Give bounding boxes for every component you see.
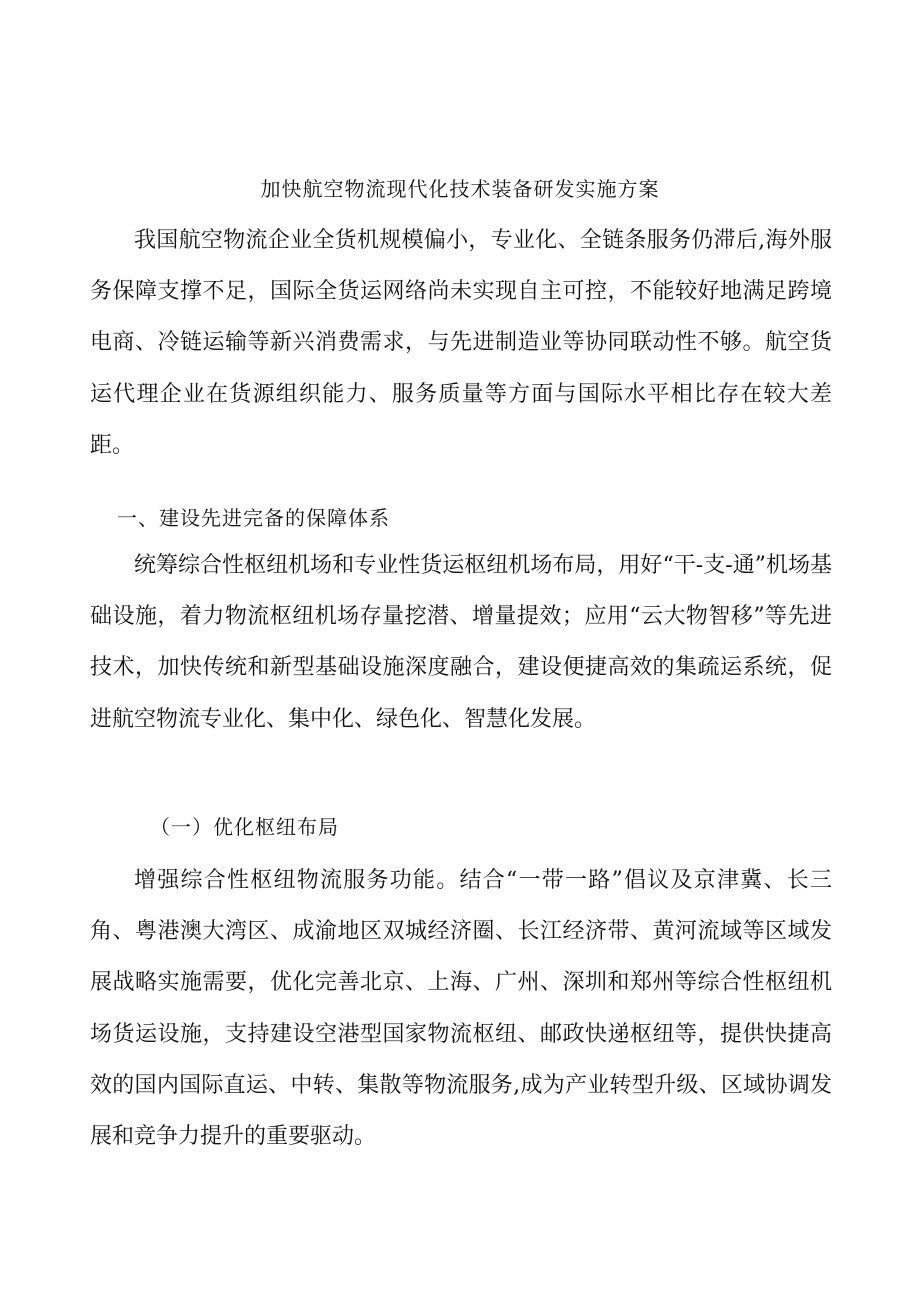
document-title: 加快航空物流现代化技术装备研发实施方案 bbox=[260, 177, 660, 201]
intro-paragraph: 我国航空物流企业全货机规模偏小，专业化、全链条服务仍滞后,海外服务保障支撑不足，国际全货运网络尚未实现自主可控，不能较好地满足跨境电商、冷链运输等新兴消费需求，与先进制造业等协同联动性不够。航空货运代理企业在货源组织能力、服务质量等方面与国际水平相比存在较大差距。 bbox=[90, 228, 832, 458]
subsection-heading: （一）优化枢纽布局 bbox=[150, 815, 339, 839]
subsection-paragraph: 增强综合性枢纽物流服务功能。结合“一带一路”倡议及京津冀、长三角、粤港澳大湾区、成渝地区双城经济圈、长江经济带、黄河流域等区域发展战略实施需要，优化完善北京、上海、广州、深圳和郑州等综合性枢纽机场货运设施，支持建设空港型国家物流枢纽、邮政快递枢纽等，提供快捷高效的国内国际直运、中转、集散等物流服务,成为产业转型升级、区域协调发展和竞争力提升的重要驱动。 bbox=[90, 868, 832, 1150]
section-heading: 一、建设先进完备的保障体系 bbox=[117, 506, 390, 530]
section-paragraph: 统筹综合性枢纽机场和专业性货运枢纽机场布局，用好“干-支-通”机场基础设施，着力物流枢纽机场存量挖潜、增量提效；应用“云大物智移”等先进技术，加快传统和新型基础设施深度融合，建设便捷高效的集疏运系统，促进航空物流专业化、集中化、绿色化、智慧化发展。 bbox=[90, 553, 832, 732]
